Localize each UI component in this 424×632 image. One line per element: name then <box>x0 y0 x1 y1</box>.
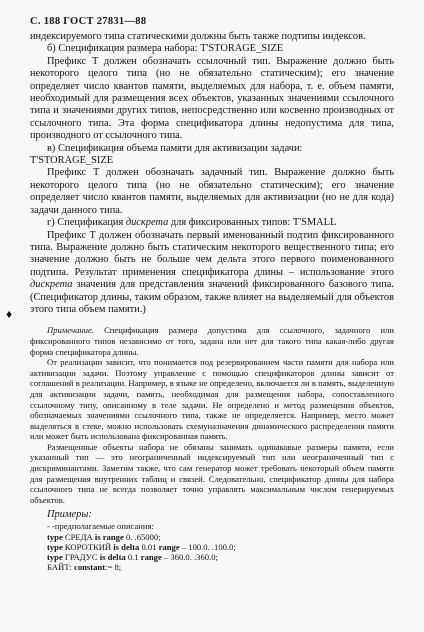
note-label: Примечание. <box>47 325 94 336</box>
code-examples <box>30 521 394 572</box>
subsection-heading: в) Спецификация объема памяти для активизации задачи: <box>47 142 303 154</box>
paragraph: индексируемого типа статическими должны быть также подтипы индексов. <box>30 31 366 42</box>
note-paragraph: Примечание. Спецификация размера допустима для ссылочного, задачного или фиксированного типов независимо от того, задана или нет для такого типа какая-либо другая форма спецификатора длины. <box>30 325 394 357</box>
subsection-heading: б) Спецификация размера набора: T'STORAGE_SIZE <box>47 43 284 55</box>
paragraph: Префикс T должен обозначать задачный тип. Выражение должно быть некоторого целого типа (но не обязательно статическим); его значение определяет число квантов памяти, выделяемых для активизации (но не для кода) задачи данного типа. <box>30 167 394 216</box>
note-block <box>30 325 394 505</box>
code-line: type ГРАДУС is delta 0.1 range – 360.0. .360.0; <box>47 552 218 563</box>
code-line: type КОРОТКИЙ is delta 0.01 range – 100.0. .100.0; <box>47 541 236 552</box>
paragraph: Префикс T должен обозначать ссылочный тип. Выражение должно быть некоторого целого типа (но не обязательно статическим); его значение определяет число квантов памяти, выделяемых для набора, т. е. объем памяти, необходимый для размещения всех объектов, указанных значениями ссылочного типа и значениями других типов, непосредственно или косвенно производных от ссылочного типа. Эта форма спецификатора длины недопустима для типа, производного от ссылочного типа. <box>30 55 394 142</box>
subsection-heading: г) Спецификация дискрета для фиксированных типов: T'SMALL <box>47 217 337 229</box>
note-paragraph: От реализации зависит, что понимается под резервированием части памяти для набора или активизации задачи. Поэтому управление с помощью спецификаторов длины зависит от соглашений в реализации. Например, в языке не определено, включается ли в память, выделенную для активизации задачи, память, необходимая для размещения набора, сопоставленного ссылочному типу, описанному в теле задачи. Не определено и метод размещения объектов, обозначаемых значениями ссылочного типа, также не определяется. Например, место может выделяться в стеке, можно использовать схемуназначения динамического распределения памяти или может быть использована фиксированная память. <box>30 357 394 442</box>
code-line: - -предполагаемые описания: <box>47 521 154 532</box>
margin-mark: ♦ <box>6 307 13 321</box>
paragraph: Префикс T должен обозначать первый именованный подтип фиксированного типа. Выражение должно быть статическим некоторого вещественного типа; его значение должно быть не больше чем дельта этого первого поименованного подтипа. Результат применения спецификатора длины – использование этого дискрета значения для представления значений фиксированного базового типа. (Спецификатор длины, таким образом, также влияет на выделяемый для объектов этого типа объем памяти.) <box>30 229 394 315</box>
page-header: С. 188 ГОСТ 27831—88 <box>30 16 147 27</box>
main-text <box>30 31 394 316</box>
code-line: БАЙТ: constant:= 8; <box>47 562 122 573</box>
code-line: type СРЕДА is range 0. .65000; <box>47 531 161 542</box>
note-paragraph: Размещенные объекты набора не обязаны занимать одинаковые размеры памяти, если указанный тип — это неограниченный индексируемый тип или неограниченный тип с дискриминантами. Заметим также, что сам генератор может требовать некоторый объем памяти для размещения внутренних таблиц и связей. Следовательно, спецификатор длины для набора ссылочного типа не всегда позволяет точно управлять максимальным числом генерируемых объектов. <box>30 441 394 505</box>
attribute-name: T'STORAGE_SIZE <box>30 155 114 167</box>
examples-title: Примеры: <box>47 509 92 521</box>
